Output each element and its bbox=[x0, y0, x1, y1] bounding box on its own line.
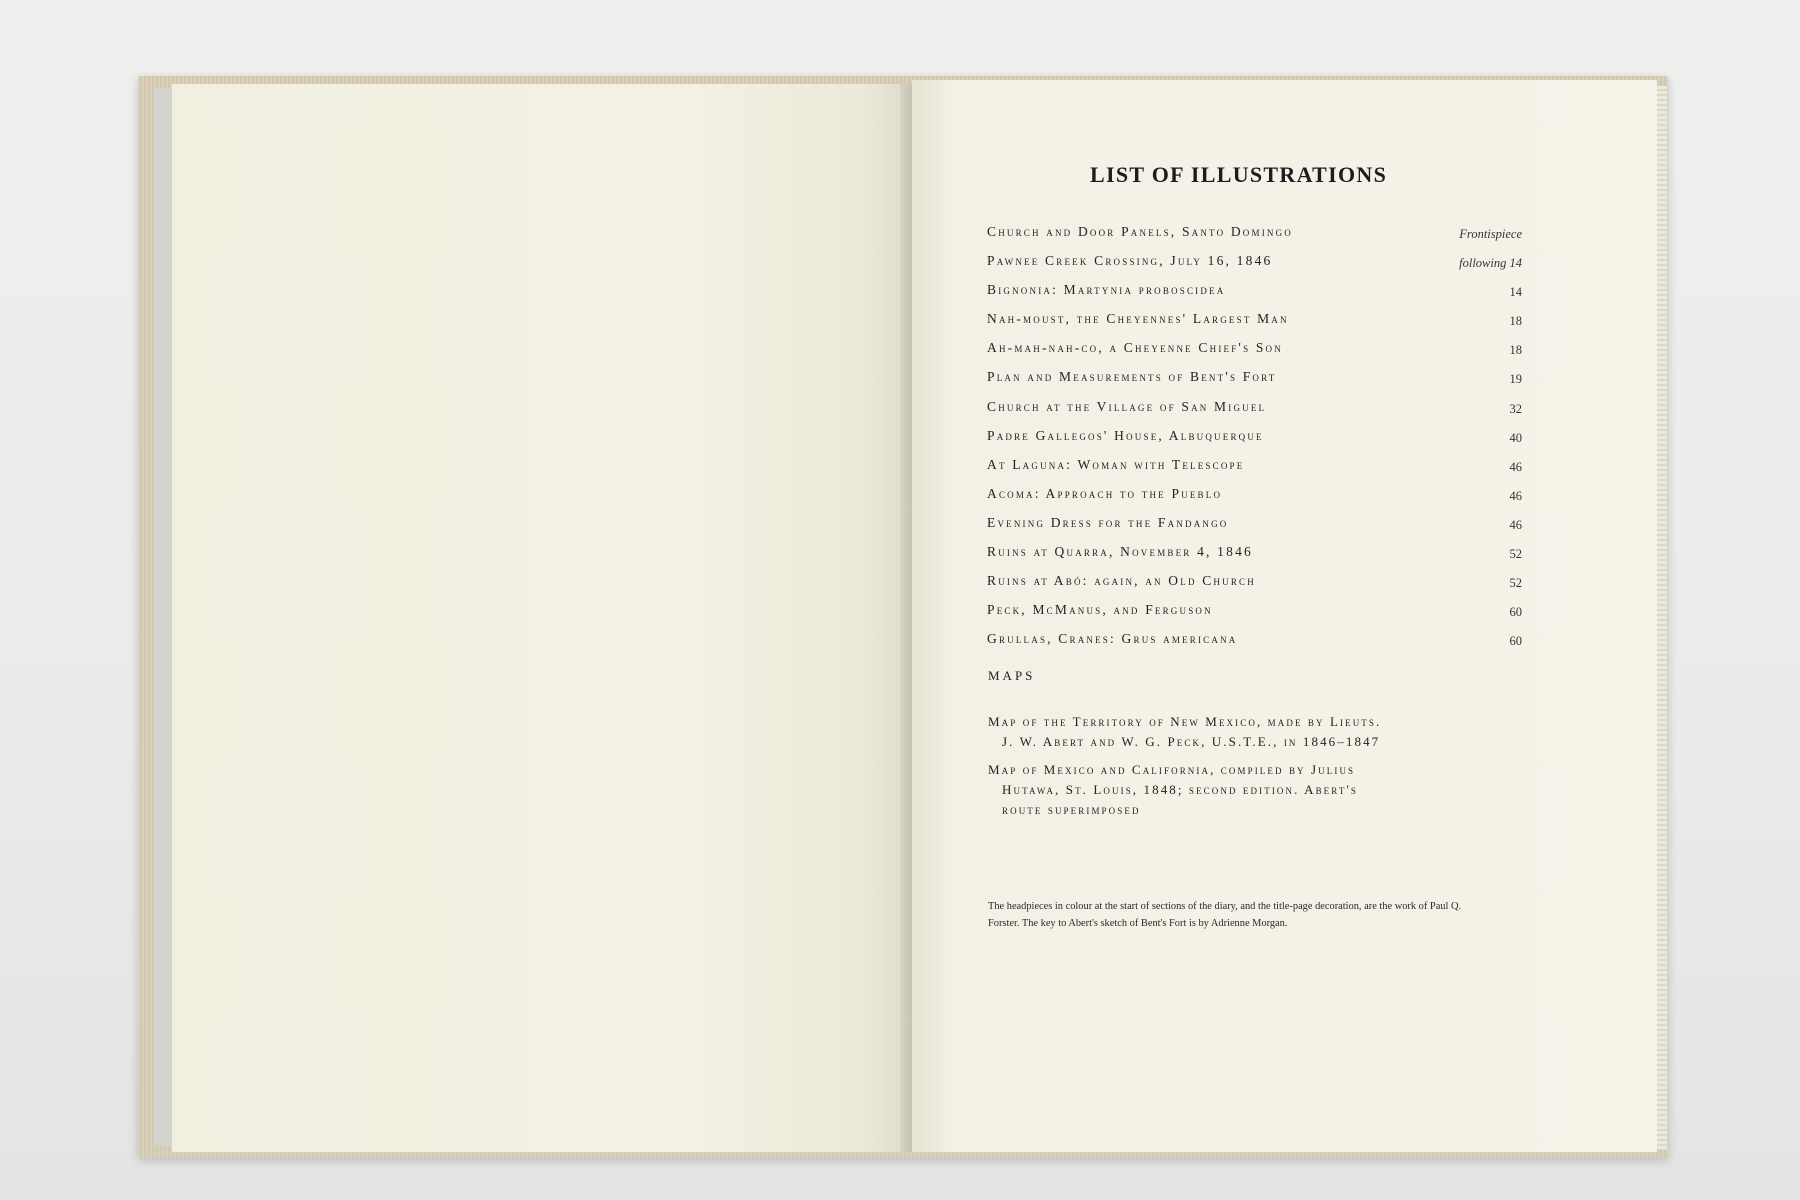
illustration-page: 14 bbox=[1509, 285, 1522, 300]
illustration-entry bbox=[987, 538, 1522, 567]
illustration-title: At Laguna: Woman with Telescope bbox=[987, 456, 1245, 472]
footnote-line: The headpieces in colour at the start of sections of the diary, and the title-page decoration, are the work of Paul Q. bbox=[988, 901, 1462, 912]
illustration-page: 52 bbox=[1509, 547, 1522, 562]
illustration-page: 18 bbox=[1509, 314, 1522, 329]
illustration-title: Pawnee Creek Crossing, July 16, 1846 bbox=[987, 253, 1273, 269]
illustration-title: Ruins at Abó: again, an Old Church bbox=[987, 573, 1256, 589]
illustration-entry bbox=[987, 363, 1522, 392]
illustration-title: Church at the Village of San Miguel bbox=[987, 398, 1267, 414]
deckled-page-edge bbox=[1657, 86, 1667, 1150]
illustration-title: Nah-moust, the Cheyennes' Largest Man bbox=[987, 311, 1289, 327]
illustration-title: Grullas, Cranes: Grus americana bbox=[987, 631, 1238, 647]
illustration-entry bbox=[987, 393, 1522, 422]
illustration-entry bbox=[987, 480, 1522, 509]
map-entry-line: Hutawa, St. Louis, 1848; second edition. Abert's bbox=[1002, 782, 1358, 797]
illustration-page: 40 bbox=[1509, 430, 1522, 445]
footnote bbox=[988, 898, 1528, 932]
illustration-title: Plan and Measurements of Bent's Fort bbox=[987, 369, 1277, 385]
illustration-title: Ruins at Quarra, November 4, 1846 bbox=[987, 544, 1253, 560]
map-entry-line: route superimposed bbox=[1002, 802, 1141, 817]
illustrations-list bbox=[987, 218, 1522, 654]
illustration-title: Evening Dress for the Fandango bbox=[987, 514, 1229, 530]
illustration-title: Peck, McManus, and Ferguson bbox=[987, 602, 1213, 618]
illustration-entry bbox=[987, 625, 1522, 654]
illustration-title: Ah-mah-nah-co, a Cheyenne Chief's Son bbox=[987, 340, 1283, 356]
map-entry bbox=[988, 760, 1498, 820]
illustration-entry bbox=[987, 509, 1522, 538]
illustration-entry bbox=[987, 567, 1522, 596]
illustration-page: 46 bbox=[1509, 459, 1522, 474]
illustration-entry bbox=[987, 305, 1522, 334]
footnote-line: Forster. The key to Abert's sketch of Bent's Fort is by Adrienne Morgan. bbox=[988, 918, 1288, 929]
illustration-page: 18 bbox=[1509, 343, 1522, 358]
illustration-entry bbox=[987, 218, 1522, 247]
illustration-page: 46 bbox=[1509, 488, 1522, 503]
illustration-entry bbox=[987, 451, 1522, 480]
illustration-entry bbox=[987, 334, 1522, 363]
illustration-entry bbox=[987, 596, 1522, 625]
illustration-title: Bignonia: Martynia proboscidea bbox=[987, 282, 1226, 298]
illustration-page: 32 bbox=[1509, 401, 1522, 416]
illustration-page: 46 bbox=[1509, 517, 1522, 532]
illustration-title: Church and Door Panels, Santo Domingo bbox=[987, 224, 1294, 239]
illustration-page: 60 bbox=[1509, 634, 1522, 649]
illustration-page: 60 bbox=[1509, 605, 1522, 620]
illustration-page: Frontispiece bbox=[1459, 227, 1522, 241]
illustration-entry bbox=[987, 422, 1522, 451]
map-entry-line: Map of the Territory of New Mexico, made by Lieuts. bbox=[988, 714, 1382, 729]
illustration-title: Acoma: Approach to the Pueblo bbox=[987, 485, 1223, 501]
map-entry bbox=[988, 712, 1498, 752]
illustration-page: 52 bbox=[1509, 576, 1522, 591]
illustration-page: following 14 bbox=[1459, 256, 1522, 271]
illustration-title: Padre Gallegos' House, Albuquerque bbox=[987, 427, 1264, 443]
illustration-page: 19 bbox=[1509, 372, 1522, 387]
show-through-text bbox=[430, 150, 870, 278]
page-title: LIST OF ILLUSTRATIONS bbox=[1090, 162, 1388, 187]
map-entry-line: J. W. Abert and W. G. Peck, U.S.T.E., in 1846–1847 bbox=[1002, 734, 1381, 749]
illustration-entry bbox=[987, 276, 1522, 305]
map-entry-line: Map of Mexico and California, compiled by Julius bbox=[988, 762, 1356, 777]
maps-heading: MAPS bbox=[988, 668, 1036, 683]
illustration-entry bbox=[987, 247, 1522, 276]
